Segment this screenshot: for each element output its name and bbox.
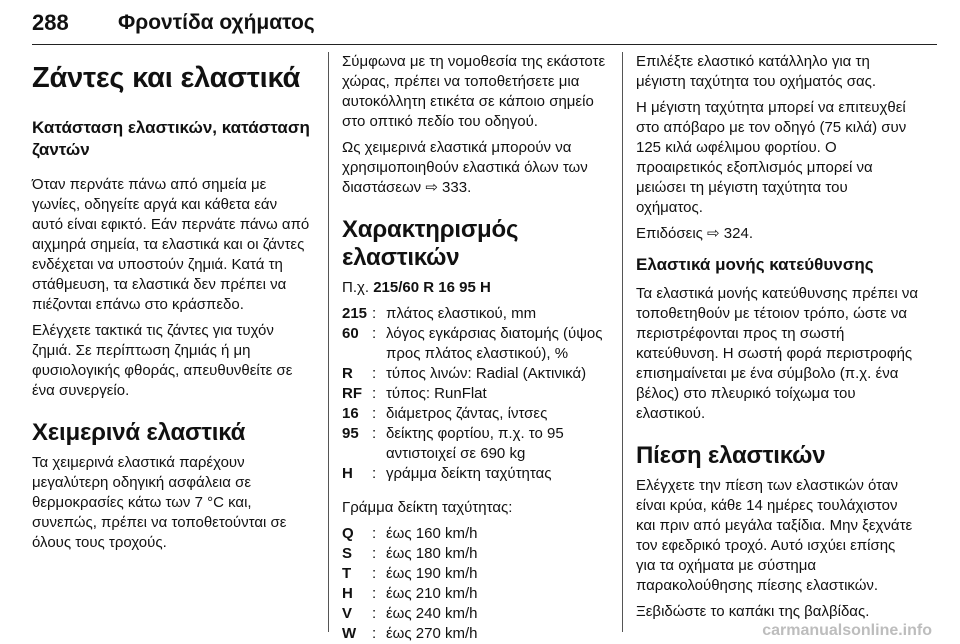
speed-key: H xyxy=(342,585,353,602)
paragraph: Τα ελαστικά μονής κατεύθυνσης πρέπει να τοποθετηθούν με τέτοιον τρόπο, ώστε να περιστρέφονται προς τη σωστή κατεύθυνση. Η σωστή φορά περιστροφής επισημαίνεται με ένα σύμβολο (π.χ. ένα βέλος) στο πλευρικό τοίχωμα του ελαστικού. xyxy=(636,285,919,422)
spec-value: τύπος λινών: Radial (Ακτινικά) xyxy=(386,365,587,382)
paragraph: Τα χειμερινά ελαστικά παρέχουν μεγαλύτερη οδηγική ασφάλεια σε θερμοκρασίες κάτω των 7 °C και, συνεπώς, πρέπει να τοποθετούνται σε όλους τους τροχούς. xyxy=(32,454,287,551)
paragraph: Ελέγχετε την πίεση των ελαστικών όταν είναι κρύα, κάθε 14 ημέρες τουλάχιστον και πριν από μεγάλα ταξίδια. Μην ξεχνάτε τον εφεδρικό τροχό. Αυτό ισχύει επίσης για τα οχήματα με σύστημα παρακολούθησης πίεσης ελαστικών. xyxy=(636,477,913,594)
paragraph: Επιλέξτε ελαστικό κατάλληλο για τη μέγιστη ταχύτητα του οχήματός σας. xyxy=(636,53,877,90)
speed-key: V xyxy=(342,605,353,622)
spec-value: τύπος: RunFlat xyxy=(386,385,487,402)
example-prefix: Π.χ. xyxy=(342,279,374,296)
spec-key: H xyxy=(342,465,353,482)
speed-key: S xyxy=(342,545,353,562)
chapter-heading: Ζάντες και ελαστικά xyxy=(32,62,301,94)
paragraph: Ως χειμερινά ελαστικά μπορούν να χρησιμοποιηθούν ελαστικά όλων των διαστάσεων ⇨ 333. xyxy=(342,139,588,196)
speed-value: έως 210 km/h xyxy=(386,585,478,602)
column-left xyxy=(32,52,310,632)
column-right xyxy=(622,52,918,632)
speed-row: S : έως 180 km/h xyxy=(342,544,607,564)
spec-key: 95 xyxy=(342,425,359,442)
column-middle xyxy=(328,52,607,642)
example-code: 215/60 R 16 95 H xyxy=(373,279,491,296)
spec-row: 215 : πλάτος ελαστικού, mm xyxy=(342,304,607,324)
speed-row: T : έως 190 km/h xyxy=(342,564,607,584)
speed-value: έως 160 km/h xyxy=(386,525,478,542)
paragraph: Επιδόσεις ⇨ 324. xyxy=(636,225,753,242)
spec-row: RF : τύπος: RunFlat xyxy=(342,384,607,404)
spec-key: 16 xyxy=(342,405,359,422)
spec-table xyxy=(342,304,607,484)
heading-tyre-designation: Χαρακτηρισμός ελαστικών xyxy=(342,216,519,271)
spec-value: πλάτος ελαστικού, mm xyxy=(386,305,537,322)
paragraph: Ξεβιδώστε το καπάκι της βαλβίδας. xyxy=(636,603,870,620)
section-title: Φροντίδα οχήματος xyxy=(118,11,315,34)
subheading-directional-tyres: Ελαστικά μονής κατεύθυνσης xyxy=(636,255,874,274)
speed-key: Q xyxy=(342,525,354,542)
spec-key: 60 xyxy=(342,325,359,342)
spec-value: δείκτης φορτίου, π.χ. το 95 αντιστοιχεί σε 690 kg xyxy=(386,425,564,462)
paragraph: Σύμφωνα με τη νομοθεσία της εκάστοτε χώρας, πρέπει να τοποθετήσετε μια αυτοκόλλητη ετικέτα σε κάποιο σημείο στο οπτικό πεδίο του οδηγού. xyxy=(342,53,606,130)
paragraph: Η μέγιστη ταχύτητα μπορεί να επιτευχθεί στο απόβαρο με τον οδηγό (75 κιλά) συν 125 κιλά ωφέλιμου φορτίου. Ο προαιρετικός εξοπλισμός μπορεί να μειώσει τη μέγιστη ταχύτητα του οχήματος. xyxy=(636,99,907,216)
speed-value: έως 240 km/h xyxy=(386,605,478,622)
page-number: 288 xyxy=(32,10,69,35)
paragraph: Ελέγχετε τακτικά τις ζάντες για τυχόν ζημιά. Σε περίπτωση ζημιάς ή μη φυσιολογικής φθοράς, απευθυνθείτε σε ένα συνεργείο. xyxy=(32,322,293,399)
speed-table xyxy=(342,524,607,644)
spec-key: R xyxy=(342,365,353,382)
speed-row: H : έως 210 km/h xyxy=(342,584,607,604)
spec-value: γράμμα δείκτη ταχύτητας xyxy=(386,465,552,482)
spec-row: H : γράμμα δείκτη ταχύτητας xyxy=(342,464,607,484)
subheading-tyre-condition: Κατάσταση ελαστικών, κατάσταση ζαντών xyxy=(32,118,310,159)
speed-row: Q : έως 160 km/h xyxy=(342,524,607,544)
heading-tyre-pressure: Πίεση ελαστικών xyxy=(636,442,826,469)
watermark: carmanualsonline.info xyxy=(762,622,932,639)
speed-value: έως 180 km/h xyxy=(386,545,478,562)
spec-key: RF xyxy=(342,385,362,402)
speed-row: V : έως 240 km/h xyxy=(342,604,607,624)
spec-value: διάμετρος ζάντας, ίντσες xyxy=(386,405,548,422)
speed-key: T xyxy=(342,565,352,582)
page-header xyxy=(32,4,937,45)
speed-label: Γράμμα δείκτη ταχύτητας: xyxy=(342,499,513,516)
speed-value: έως 270 km/h xyxy=(386,625,478,642)
heading-winter-tyres: Χειμερινά ελαστικά xyxy=(32,419,246,446)
spec-row: 95 : δείκτης φορτίου, π.χ. το 95 αντιστοιχεί σε 690 kg xyxy=(342,424,607,464)
paragraph: Όταν περνάτε πάνω από σημεία με γωνίες, οδηγείτε αργά και κάθετα εάν αυτό είναι εφικτό. Εάν περνάτε πάνω από αιχμηρά σημεία, τα ελαστικά και οι ζάντες ενδέχεται να υποστούν ζημιά. Κατά τη στάθμευση, τα ελαστικά δεν πρέπει να πιέζονται επάνω στο κράσπεδο. xyxy=(32,176,310,313)
speed-key: W xyxy=(342,625,357,642)
example-line xyxy=(342,278,607,298)
spec-value: λόγος εγκάρσιας διατομής (ύψος προς πλάτος ελαστικού), % xyxy=(386,325,603,362)
spec-row: R : τύπος λινών: Radial (Ακτινικά) xyxy=(342,364,607,384)
spec-key: 215 xyxy=(342,305,368,322)
spec-row: 60 : λόγος εγκάρσιας διατομής (ύψος προς πλάτος ελαστικού), % xyxy=(342,324,607,364)
speed-value: έως 190 km/h xyxy=(386,565,478,582)
speed-row: W : έως 270 km/h xyxy=(342,624,607,644)
spec-row: 16 : διάμετρος ζάντας, ίντσες xyxy=(342,404,607,424)
